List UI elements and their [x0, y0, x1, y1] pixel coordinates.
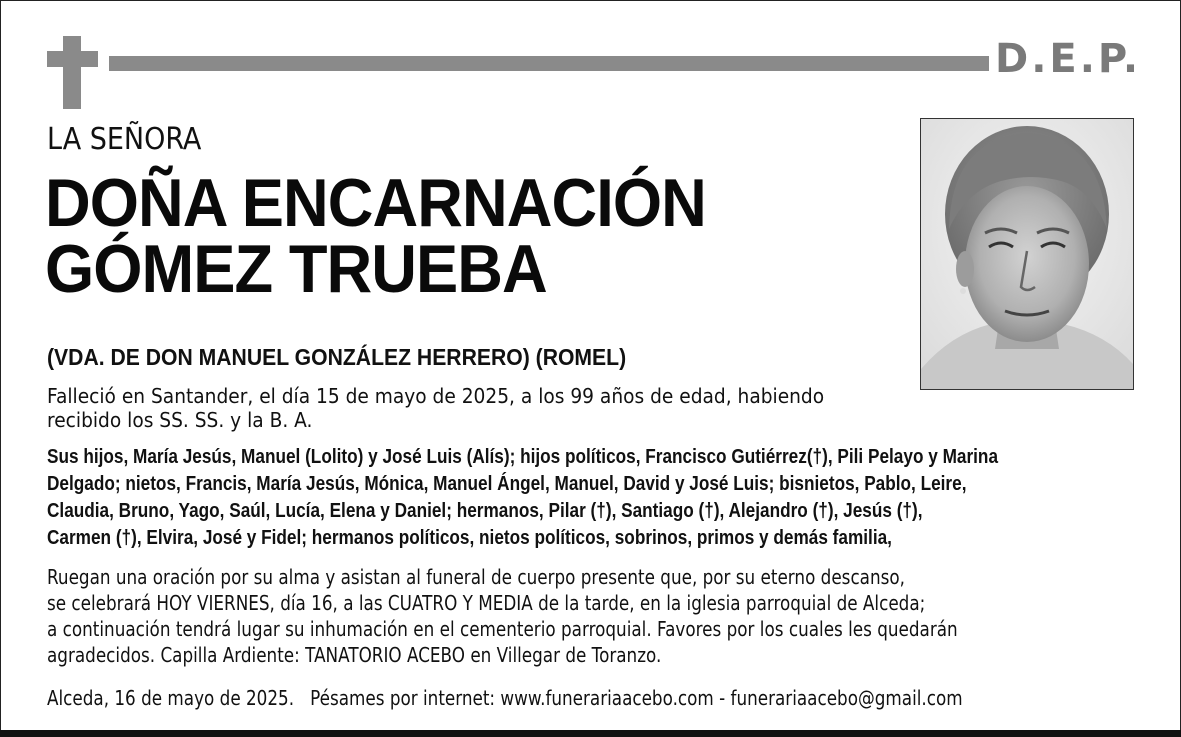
funeral-line-3: a continuación tendrá lugar su inhumación en el cementerio parroquial. Favores por los cuales les quedarán: [47, 617, 958, 641]
cross-icon-bar: [47, 51, 98, 67]
footer-contact: [47, 686, 1157, 710]
family-line-1: Sus hijos, María Jesús, Manuel (Lolito) y José Luis (Alís); hijos políticos, Francisco Gutiérrez(†), Pili Pelayo y Marina: [47, 446, 999, 468]
footer-line: Alceda, 16 de mayo de 2025. Pésames por internet: www.funerariaacebo.com - funerariaacebo@gmail.com: [47, 686, 963, 710]
widow-subtitle: (VDA. DE DON MANUEL GONZÁLEZ HERRERO) (ROMEL): [47, 344, 627, 370]
family-line-3: Claudia, Bruno, Yago, Saúl, Lucía, Elena y Daniel; hermanos, Pilar (†), Santiago (†), Alejandro (†), Jesús (†),: [47, 500, 923, 522]
death-line-1: Falleció en Santander, el día 15 de mayo de 2025, a los 99 años de edad, habiendo: [47, 384, 825, 408]
title-prefix: LA SEÑORA: [47, 122, 202, 157]
bottom-bar: [0, 730, 1181, 737]
funeral-line-1: Ruegan una oración por su alma y asistan al funeral de cuerpo presente que, por su eterno descanso,: [47, 565, 905, 589]
funeral-details: [47, 564, 1147, 668]
cross-icon: [63, 36, 81, 109]
family-line-4: Carmen (†), Elvira, José y Fidel; hermanos políticos, nietos políticos, sobrinos, primos y demás familia,: [47, 527, 892, 549]
funeral-line-2: se celebrará HOY VIERNES, día 16, a las CUATRO Y MEDIA de la tarde, en la iglesia parroquial de Alceda;: [47, 591, 926, 615]
death-line-2: recibido los SS. SS. y la B. A.: [47, 408, 313, 432]
death-details: [47, 384, 917, 432]
name-line-2: GÓMEZ TRUEBA: [45, 231, 547, 307]
funeral-line-4: agradecidos. Capilla Ardiente: TANATORIO ACEBO en Villegar de Toranzo.: [47, 643, 662, 667]
portrait-image: [921, 119, 1133, 389]
family-list: [47, 444, 1132, 552]
family-line-2: Delgado; nietos, Francis, María Jesús, Mónica, Manuel Ángel, Manuel, David y José Luis; bisnietos, Pablo, Leire,: [47, 473, 967, 495]
name-line-1: DOÑA ENCARNACIÓN: [45, 165, 706, 241]
deceased-name: [45, 165, 706, 307]
header-rule: [109, 56, 989, 71]
dep-label: D.E.P.: [995, 36, 1142, 82]
portrait-photo: [920, 118, 1134, 390]
